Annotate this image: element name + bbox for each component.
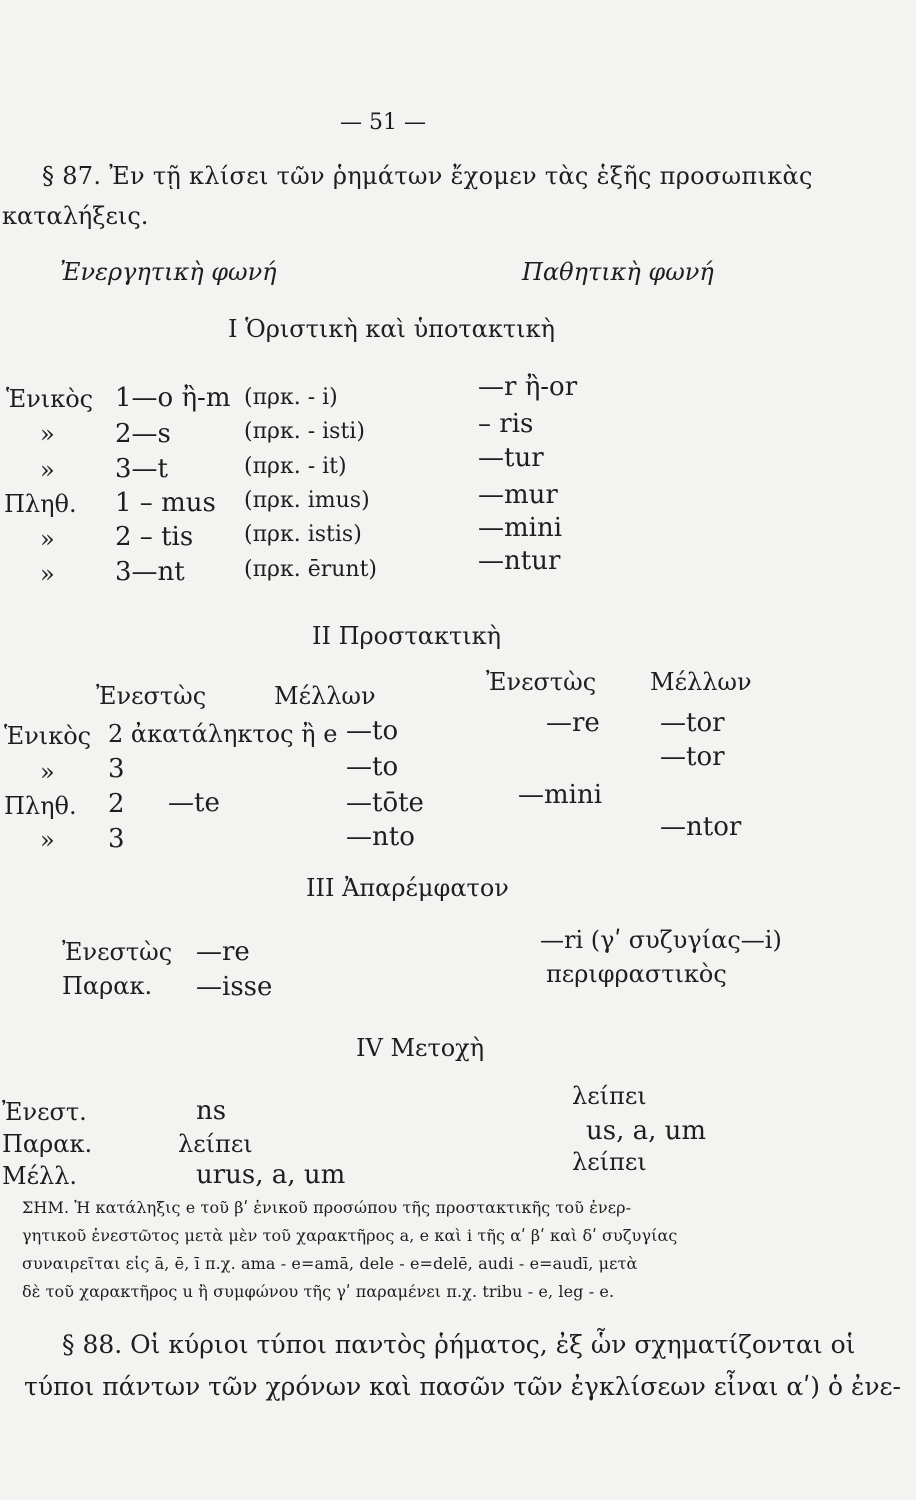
row-label: »: [40, 525, 55, 553]
section-2-title: II Προστακτικὴ: [312, 622, 502, 650]
section-4-title: IV Μετοχὴ: [356, 1034, 485, 1062]
active-ending: 3—t: [115, 454, 168, 484]
active-future-ending: —nto: [346, 822, 415, 852]
row-label: Ἑνικὸς: [6, 385, 94, 413]
active-present-ending: 2: [108, 789, 125, 819]
passive-future-ending: —ntor: [660, 812, 742, 842]
active-ending: 3—nt: [115, 557, 185, 587]
active-ending: 2—s: [115, 419, 171, 449]
perfect-note: (πρκ. ērunt): [244, 557, 378, 582]
active-present-ending: 3: [108, 754, 125, 784]
passive-infinitive-ending: —ri (γʹ συζυγίας—i): [540, 926, 782, 954]
row-label: Πληθ.: [4, 792, 77, 820]
passive-future-header: Μέλλων: [650, 668, 752, 696]
passive-ending: —mur: [478, 480, 558, 510]
passive-participle-ending: us, a, um: [586, 1116, 707, 1146]
note-line: δὲ τοῦ χαρακτῆρος u ἢ συμφώνου τῆς γʹ παραμένει π.χ. tribu - e, leg - e.: [22, 1282, 615, 1301]
passive-infinitive-ending: περιφραστικὸς: [546, 960, 727, 988]
row-label: Ἐνεστ.: [2, 1098, 87, 1126]
passive-ending: —mini: [478, 513, 563, 543]
perfect-note: (πρκ. istis): [244, 522, 362, 547]
active-present-header: Ἐνεστὼς: [96, 682, 207, 710]
row-label: Ἐνεστὼς: [62, 938, 173, 966]
row-label: »: [40, 826, 55, 854]
section-88-line-1: § 88. Οἱ κύριοι τύποι παντὸς ῥήματος, ἐξ ὧν σχηματίζονται οἱ: [62, 1330, 856, 1359]
note-line: γητικοῦ ἐνεστῶτος μετὰ μὲν τοῦ χαρακτῆρος a, e καὶ i τῆς αʹ βʹ καὶ δʹ συζυγίας: [22, 1226, 678, 1245]
note-line: συναιρεῖται εἰς ā, ē, ī π.χ. ama - e=amā, dele - e=delē, audi - e=audī, μετὰ: [22, 1254, 638, 1273]
passive-present-header: Ἐνεστὼς: [486, 668, 597, 696]
passive-future-ending: —tor: [660, 708, 725, 738]
active-future-ending: —to: [346, 752, 399, 782]
active-infinitive-ending: —re: [196, 937, 250, 967]
passive-participle-ending: λείπει: [572, 1148, 647, 1176]
row-label: »: [40, 456, 55, 484]
note-line: ΣΗΜ. Ἡ κατάληξις e τοῦ βʹ ἑνικοῦ προσώπου τῆς προστακτικῆς τοῦ ἐνερ-: [22, 1198, 632, 1217]
active-future-header: Μέλλων: [274, 682, 376, 710]
page-number: — 51 —: [340, 110, 426, 135]
perfect-note: (πρκ. imus): [244, 488, 370, 513]
passive-ending: —tur: [478, 443, 544, 473]
row-label: Πληθ.: [4, 490, 77, 518]
passive-present-ending: —re: [546, 708, 600, 738]
perfect-note: (πρκ. - i): [244, 385, 338, 410]
section-3-title: III Ἀπαρέμφατον: [306, 874, 509, 902]
active-present-plural-ending: —te: [168, 788, 220, 818]
active-infinitive-ending: —isse: [196, 972, 273, 1002]
active-voice-heading: Ἐνεργητικὴ φωνή: [60, 258, 277, 286]
perfect-note: (πρκ. - isti): [244, 419, 365, 444]
active-ending: 1—o ἢ-m: [115, 383, 231, 413]
passive-participle-ending: λείπει: [572, 1082, 647, 1110]
passive-present-ending: —mini: [518, 780, 603, 810]
passive-ending: – ris: [478, 409, 534, 439]
active-ending: 2 – tis: [115, 522, 194, 552]
active-participle-ending: urus, a, um: [196, 1160, 346, 1190]
row-label: Παρακ.: [62, 972, 153, 1000]
row-label: »: [40, 560, 55, 588]
passive-future-ending: —tor: [660, 742, 725, 772]
row-label: »: [40, 758, 55, 786]
active-future-ending: —to: [346, 716, 399, 746]
perfect-note: (πρκ. - it): [244, 454, 347, 479]
row-label: Μέλλ.: [2, 1162, 78, 1190]
section-87-line-2: καταλήξεις.: [2, 202, 149, 230]
passive-ending: —ntur: [478, 546, 561, 576]
row-label: Παρακ.: [2, 1130, 93, 1158]
active-present-ending: 3: [108, 824, 125, 854]
active-participle-ending: λείπει: [178, 1130, 253, 1158]
row-label: »: [40, 420, 55, 448]
section-88-line-2: τύποι πάντων τῶν χρόνων καὶ πασῶν τῶν ἐγκλίσεων εἶναι αʹ) ὁ ἐνε-: [24, 1372, 901, 1401]
active-participle-ending: ns: [196, 1096, 227, 1126]
active-present-ending: 2 ἀκατάληκτος ἢ e: [108, 720, 338, 748]
passive-ending: —r ἢ-or: [478, 372, 578, 402]
section-1-title: I Ὁριστικὴ καὶ ὑποτακτικὴ: [228, 315, 555, 343]
section-87-line-1: § 87. Ἐν τῇ κλίσει τῶν ῥημάτων ἔχομεν τὰς ἑξῆς προσωπικὰς: [42, 162, 813, 190]
active-ending: 1 – mus: [115, 488, 216, 518]
active-future-ending: —tōte: [346, 788, 424, 818]
passive-voice-heading: Παθητικὴ φωνή: [522, 258, 714, 286]
row-label: Ἑνικὸς: [4, 722, 92, 750]
